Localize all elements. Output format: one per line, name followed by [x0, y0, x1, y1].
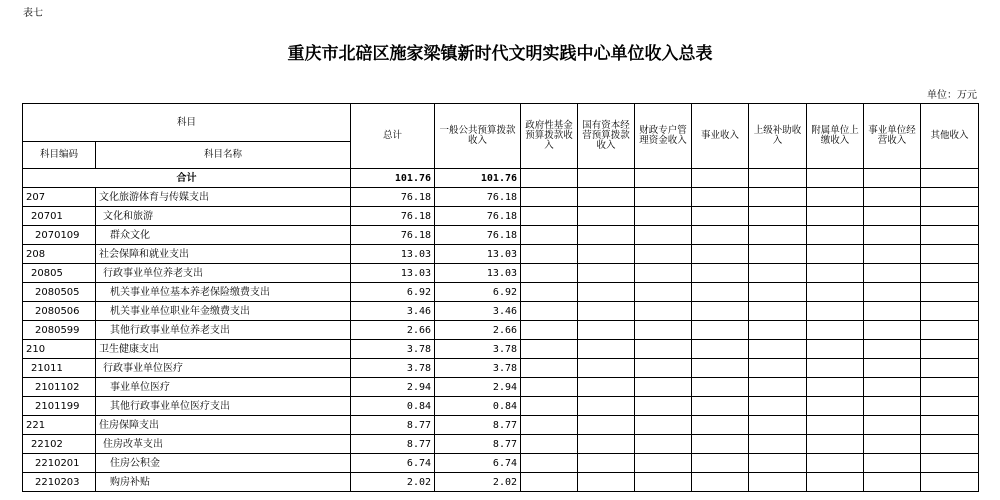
empty-cell — [692, 378, 749, 397]
empty-cell — [578, 397, 635, 416]
empty-cell — [749, 226, 807, 245]
empty-cell — [692, 435, 749, 454]
subject-name-cell: 社会保障和就业支出 — [96, 245, 351, 264]
subject-code-cell: 2210201 — [23, 454, 96, 473]
page-title: 重庆市北碚区施家梁镇新时代文明实践中心单位收入总表 — [287, 44, 713, 64]
empty-cell — [578, 340, 635, 359]
empty-cell — [635, 226, 692, 245]
general-budget-cell: 76.18 — [435, 207, 521, 226]
empty-cell — [578, 473, 635, 492]
subject-name-cell: 住房改革支出 — [96, 435, 351, 454]
empty-cell — [921, 188, 979, 207]
general-budget-cell: 0.84 — [435, 397, 521, 416]
total-cell: 76.18 — [351, 188, 435, 207]
empty-cell — [807, 378, 864, 397]
empty-cell — [635, 340, 692, 359]
table-row — [23, 416, 979, 435]
empty-cell — [521, 245, 578, 264]
empty-cell — [692, 283, 749, 302]
empty-cell — [807, 473, 864, 492]
empty-cell — [749, 207, 807, 226]
empty-cell — [921, 397, 979, 416]
empty-cell — [921, 283, 979, 302]
subject-code-cell: 2080599 — [23, 321, 96, 340]
empty-cell — [864, 207, 921, 226]
table-row — [23, 359, 979, 378]
empty-cell — [807, 207, 864, 226]
empty-cell — [749, 283, 807, 302]
empty-cell — [692, 397, 749, 416]
empty-cell — [921, 473, 979, 492]
empty-cell — [521, 302, 578, 321]
total-cell: 3.46 — [351, 302, 435, 321]
empty-cell — [521, 188, 578, 207]
empty-cell — [864, 454, 921, 473]
total-cell: 13.03 — [351, 245, 435, 264]
empty-cell — [864, 264, 921, 283]
total-label: 合计 — [23, 169, 351, 188]
empty-cell — [864, 283, 921, 302]
empty-cell — [521, 397, 578, 416]
empty-cell — [521, 454, 578, 473]
general-budget-cell: 3.78 — [435, 359, 521, 378]
income-summary-table — [22, 103, 979, 492]
empty-cell — [578, 454, 635, 473]
table-row — [23, 245, 979, 264]
total-cell: 2.94 — [351, 378, 435, 397]
total-value: 101.76 — [351, 169, 435, 188]
empty-cell — [521, 416, 578, 435]
empty-cell — [692, 169, 749, 188]
empty-cell — [692, 359, 749, 378]
empty-cell — [749, 188, 807, 207]
total-general-value: 101.76 — [435, 169, 521, 188]
empty-cell — [807, 454, 864, 473]
empty-cell — [921, 340, 979, 359]
empty-cell — [635, 435, 692, 454]
header-row — [23, 104, 979, 142]
empty-cell — [749, 473, 807, 492]
general-budget-cell: 2.02 — [435, 473, 521, 492]
subject-name-cell: 文化旅游体育与传媒支出 — [96, 188, 351, 207]
empty-cell — [521, 473, 578, 492]
empty-cell — [807, 245, 864, 264]
empty-cell — [692, 207, 749, 226]
empty-cell — [807, 188, 864, 207]
table-row — [23, 226, 979, 245]
empty-cell — [521, 283, 578, 302]
empty-cell — [864, 321, 921, 340]
empty-cell — [921, 378, 979, 397]
empty-cell — [635, 207, 692, 226]
empty-cell — [635, 454, 692, 473]
total-cell: 8.77 — [351, 416, 435, 435]
fiscal-special-header: 财政专户管理资金收入 — [635, 104, 692, 169]
table-row — [23, 283, 979, 302]
empty-cell — [807, 397, 864, 416]
empty-cell — [578, 283, 635, 302]
empty-cell — [921, 321, 979, 340]
empty-cell — [635, 264, 692, 283]
subject-name-cell: 其他行政事业单位养老支出 — [96, 321, 351, 340]
subject-code-cell: 22102 — [23, 435, 96, 454]
table-row — [23, 264, 979, 283]
empty-cell — [807, 321, 864, 340]
empty-cell — [749, 321, 807, 340]
empty-cell — [749, 359, 807, 378]
empty-cell — [578, 188, 635, 207]
empty-cell — [749, 340, 807, 359]
empty-cell — [807, 226, 864, 245]
general-budget-cell: 2.66 — [435, 321, 521, 340]
subject-code-cell: 20701 — [23, 207, 96, 226]
subject-name-cell: 卫生健康支出 — [96, 340, 351, 359]
subject-name-cell: 购房补贴 — [96, 473, 351, 492]
empty-cell — [578, 264, 635, 283]
total-row — [23, 169, 979, 188]
subject-code-cell: 2080506 — [23, 302, 96, 321]
empty-cell — [921, 226, 979, 245]
subject-name-cell: 机关事业单位职业年金缴费支出 — [96, 302, 351, 321]
state-capital-header: 国有资本经营预算拨款收入 — [578, 104, 635, 169]
empty-cell — [864, 359, 921, 378]
empty-cell — [521, 359, 578, 378]
empty-cell — [864, 340, 921, 359]
subject-code-cell: 2101102 — [23, 378, 96, 397]
empty-cell — [692, 321, 749, 340]
general-budget-cell: 8.77 — [435, 435, 521, 454]
empty-cell — [578, 435, 635, 454]
subject-code-cell: 2070109 — [23, 226, 96, 245]
empty-cell — [921, 264, 979, 283]
empty-cell — [864, 397, 921, 416]
general-budget-cell: 6.92 — [435, 283, 521, 302]
empty-cell — [692, 454, 749, 473]
empty-cell — [807, 435, 864, 454]
subject-name-cell: 其他行政事业单位医疗支出 — [96, 397, 351, 416]
empty-cell — [807, 264, 864, 283]
empty-cell — [749, 245, 807, 264]
total-cell: 8.77 — [351, 435, 435, 454]
empty-cell — [578, 226, 635, 245]
table-row — [23, 378, 979, 397]
empty-cell — [692, 416, 749, 435]
table-row — [23, 188, 979, 207]
total-cell: 3.78 — [351, 359, 435, 378]
empty-cell — [635, 283, 692, 302]
empty-cell — [578, 302, 635, 321]
empty-cell — [921, 302, 979, 321]
subject-name-cell: 住房保障支出 — [96, 416, 351, 435]
subject-code-cell: 21011 — [23, 359, 96, 378]
table-row — [23, 340, 979, 359]
general-budget-cell: 13.03 — [435, 264, 521, 283]
empty-cell — [521, 169, 578, 188]
subject-code-cell: 2101199 — [23, 397, 96, 416]
empty-cell — [864, 245, 921, 264]
empty-cell — [521, 321, 578, 340]
empty-cell — [921, 207, 979, 226]
empty-cell — [692, 340, 749, 359]
general-budget-cell: 3.46 — [435, 302, 521, 321]
table-row — [23, 397, 979, 416]
subject-name-header: 科目名称 — [96, 142, 351, 169]
empty-cell — [578, 207, 635, 226]
empty-cell — [635, 416, 692, 435]
subject-name-cell: 行政事业单位医疗 — [96, 359, 351, 378]
empty-cell — [521, 226, 578, 245]
empty-cell — [521, 378, 578, 397]
empty-cell — [749, 397, 807, 416]
unit-label: 单位：万元 — [927, 90, 977, 101]
empty-cell — [635, 188, 692, 207]
subject-code-cell: 207 — [23, 188, 96, 207]
subject-code-cell: 2210203 — [23, 473, 96, 492]
table-row — [23, 321, 979, 340]
total-cell: 6.74 — [351, 454, 435, 473]
total-cell: 76.18 — [351, 226, 435, 245]
empty-cell — [864, 435, 921, 454]
empty-cell — [692, 188, 749, 207]
empty-cell — [864, 416, 921, 435]
empty-cell — [749, 435, 807, 454]
total-cell: 2.02 — [351, 473, 435, 492]
empty-cell — [578, 321, 635, 340]
empty-cell — [578, 359, 635, 378]
table-row — [23, 473, 979, 492]
empty-cell — [807, 416, 864, 435]
empty-cell — [921, 245, 979, 264]
empty-cell — [864, 473, 921, 492]
general-budget-header: 一般公共预算拨款收入 — [435, 104, 521, 169]
empty-cell — [749, 454, 807, 473]
subject-name-cell: 机关事业单位基本养老保险缴费支出 — [96, 283, 351, 302]
general-budget-cell: 76.18 — [435, 188, 521, 207]
empty-cell — [635, 245, 692, 264]
empty-cell — [864, 188, 921, 207]
table-number-label: 表七 — [23, 8, 43, 19]
empty-cell — [521, 340, 578, 359]
empty-cell — [578, 169, 635, 188]
empty-cell — [864, 169, 921, 188]
empty-cell — [578, 378, 635, 397]
empty-cell — [807, 340, 864, 359]
general-budget-cell: 3.78 — [435, 340, 521, 359]
empty-cell — [521, 435, 578, 454]
affiliated-header: 附属单位上缴收入 — [807, 104, 864, 169]
general-budget-cell: 8.77 — [435, 416, 521, 435]
empty-cell — [807, 283, 864, 302]
general-budget-cell: 76.18 — [435, 226, 521, 245]
empty-cell — [749, 169, 807, 188]
empty-cell — [921, 416, 979, 435]
empty-cell — [635, 359, 692, 378]
empty-cell — [635, 302, 692, 321]
higher-subsidy-header: 上级补助收入 — [749, 104, 807, 169]
subject-code-header: 科目编码 — [23, 142, 96, 169]
gov-fund-header: 政府性基金预算拨款收入 — [521, 104, 578, 169]
empty-cell — [692, 473, 749, 492]
total-cell: 76.18 — [351, 207, 435, 226]
empty-cell — [749, 378, 807, 397]
empty-cell — [635, 378, 692, 397]
general-budget-cell: 13.03 — [435, 245, 521, 264]
empty-cell — [635, 169, 692, 188]
empty-cell — [749, 302, 807, 321]
subject-code-cell: 20805 — [23, 264, 96, 283]
business-income-header: 事业收入 — [692, 104, 749, 169]
table-row — [23, 454, 979, 473]
empty-cell — [807, 169, 864, 188]
total-cell: 3.78 — [351, 340, 435, 359]
subject-name-cell: 行政事业单位养老支出 — [96, 264, 351, 283]
empty-cell — [578, 416, 635, 435]
total-cell: 6.92 — [351, 283, 435, 302]
general-budget-cell: 6.74 — [435, 454, 521, 473]
empty-cell — [864, 378, 921, 397]
subject-code-cell: 221 — [23, 416, 96, 435]
total-header: 总计 — [351, 104, 435, 169]
subject-header: 科目 — [23, 104, 351, 142]
empty-cell — [807, 359, 864, 378]
empty-cell — [921, 169, 979, 188]
subject-code-cell: 208 — [23, 245, 96, 264]
total-cell: 13.03 — [351, 264, 435, 283]
table-row — [23, 207, 979, 226]
total-cell: 2.66 — [351, 321, 435, 340]
empty-cell — [521, 264, 578, 283]
empty-cell — [921, 359, 979, 378]
subject-name-cell: 群众文化 — [96, 226, 351, 245]
empty-cell — [521, 207, 578, 226]
subject-name-cell: 住房公积金 — [96, 454, 351, 473]
empty-cell — [921, 454, 979, 473]
empty-cell — [864, 226, 921, 245]
total-cell: 0.84 — [351, 397, 435, 416]
subject-code-cell: 2080505 — [23, 283, 96, 302]
subject-name-cell: 文化和旅游 — [96, 207, 351, 226]
subject-name-cell: 事业单位医疗 — [96, 378, 351, 397]
subject-code-cell: 210 — [23, 340, 96, 359]
empty-cell — [749, 264, 807, 283]
empty-cell — [692, 264, 749, 283]
empty-cell — [635, 473, 692, 492]
operating-header: 事业单位经营收入 — [864, 104, 921, 169]
table-row — [23, 435, 979, 454]
table-row — [23, 302, 979, 321]
empty-cell — [921, 435, 979, 454]
empty-cell — [635, 397, 692, 416]
empty-cell — [692, 245, 749, 264]
empty-cell — [635, 321, 692, 340]
empty-cell — [807, 302, 864, 321]
other-income-header: 其他收入 — [921, 104, 979, 169]
general-budget-cell: 2.94 — [435, 378, 521, 397]
empty-cell — [692, 226, 749, 245]
empty-cell — [749, 416, 807, 435]
empty-cell — [864, 302, 921, 321]
empty-cell — [578, 245, 635, 264]
empty-cell — [692, 302, 749, 321]
